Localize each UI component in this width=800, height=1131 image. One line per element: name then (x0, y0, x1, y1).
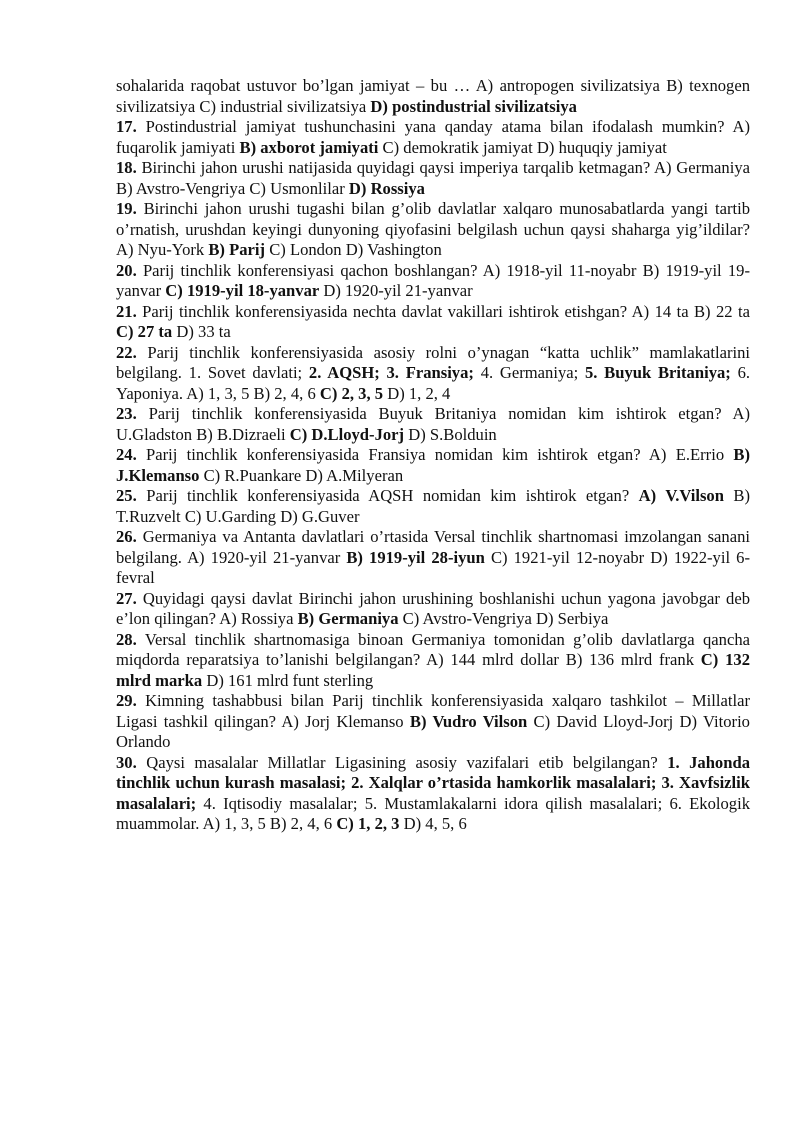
question-text: Germaniya va Antanta davlatlari o’rtasida Versal tinchlik shartnomasi imzolangan sanani belgilang. A) 1920-yil 21-yanvar (116, 527, 750, 567)
question-text: D) 4, 5, 6 (399, 814, 467, 833)
question-text: D) S.Bolduin (404, 424, 497, 444)
question-paragraph (116, 630, 750, 692)
question-text: Parij tinchlik konferensiyasida Fransiya nomidan kim ishtirok etgan? A) E.Errio (136, 445, 734, 464)
correct-answer-text: 1. Jahonda tinchlik uchun kurash masalasi; 2. Xalqlar o’rtasida hamkorlik masalalari; 3. Xavfsizlik masalalari; (116, 752, 750, 813)
question-text: B) T.Ruzvelt C) U.Garding D) G.Guver (116, 486, 750, 526)
question-paragraph (116, 445, 750, 486)
question-text: Birinchi jahon urushi natijasida quyidagi qaysi imperiya tarqalib ketmagan? A) Germaniya B) Avstro-Vengriya C) Usmonlilar (116, 158, 750, 198)
question-paragraph (116, 158, 750, 199)
correct-answer-text: B) Vudro Vilson (409, 711, 528, 731)
question-paragraph (116, 117, 750, 158)
question-text: Parij tinchlik konferensiyasida asosiy rolni o’ynagan “katta uchlik” mamlakatlarini belgilang. 1. Sovet davlati; (116, 342, 750, 382)
question-text: D) 1, 2, 4 (383, 383, 451, 403)
question-text: C) Avstro-Vengriya D) Serbiya (398, 609, 609, 628)
question-number: 28. (116, 629, 137, 649)
question-number: 22. (116, 342, 137, 362)
question-text: C) London D) Vashington (265, 240, 442, 259)
correct-answer-text: C) 1, 2, 3 (336, 814, 400, 833)
correct-answer-text: C) 1919-yil 18-yanvar (165, 281, 320, 300)
question-text: 6. Yaponiya. A) 1, 3, 5 B) 2, 4, 6 (116, 363, 751, 403)
correct-answer-text: D) Rossiya (348, 178, 425, 198)
question-text: Parij tinchlik konferensiyasida nechta davlat vakillari ishtirok etishgan? A) 14 ta B) 22 ta (136, 301, 750, 321)
question-text: Parij tinchlik konferensiyasida Buyuk Britaniya nomidan kim ishtirok etgan? A) U.Gladston B) B.Dizraeli (116, 404, 750, 444)
question-text: Postindustrial jamiyat tushunchasini yana qanday atama bilan ifodalash mumkin? A) fuqarolik jamiyati (116, 117, 750, 157)
question-number: 29. (116, 691, 137, 710)
question-paragraph (116, 753, 750, 835)
question-paragraph (116, 343, 750, 405)
document-page (116, 76, 750, 835)
question-text: D) 1920-yil 21-yanvar (319, 281, 473, 300)
question-number: 17. (116, 117, 137, 136)
question-paragraph (116, 486, 750, 527)
question-text: C) R.Puankare D) A.Milyeran (199, 465, 404, 485)
question-text: Kimning tashabbusi bilan Parij tinchlik konferensiyasida xalqaro tashkilot – Millatlar Ligasi tashkil qilingan? A) Jorj Klemanso (116, 691, 750, 731)
question-paragraph (116, 691, 750, 753)
question-text: C) David Lloyd-Jorj D) Vitorio Orlando (116, 711, 750, 751)
correct-answer-text: B) Parij (208, 240, 266, 259)
correct-answer-text: B) Germaniya (297, 609, 399, 628)
question-number: 30. (116, 752, 137, 772)
question-paragraph (116, 404, 750, 445)
question-text: 4. Germaniya; (473, 363, 585, 382)
question-text: D) 161 mlrd funt sterling (202, 670, 374, 690)
question-text: D) 33 ta (172, 322, 231, 341)
question-number: 24. (116, 445, 137, 464)
correct-answer-text: B) 1919-yil 28-iyun (346, 547, 485, 567)
question-paragraph (116, 589, 750, 630)
question-number: 23. (116, 404, 137, 423)
question-text: Qaysi masalalar Millatlar Ligasining asosiy vazifalari etib belgilangan? (136, 752, 668, 772)
question-number: 19. (116, 199, 137, 218)
question-paragraph (116, 527, 750, 589)
question-text: Versal tinchlik shartnomasiga binoan Germaniya tomonidan g’olib davlatlarga qancha miqdorda reparatsiya to’lanishi belgilangan? A) 144 mlrd dollar B) 136 mlrd frank (116, 629, 750, 669)
correct-answer-text: 2. AQSH; 3. Fransiya; (308, 363, 474, 382)
question-text: 4. Iqtisodiy masalalar; 5. Mustamlakalarni idora qilish masalalari; 6. Ekologik muammolar. A) 1, 3, 5 B) 2, 4, 6 (116, 793, 750, 833)
correct-answer-text: B) J.Klemanso (116, 445, 750, 485)
question-paragraph (116, 261, 750, 302)
correct-answer-text: C) 2, 3, 5 (319, 383, 384, 403)
question-number: 26. (116, 527, 137, 546)
question-text: C) 1921-yil 12-noyabr D) 1922-yil 6-fevral (116, 547, 750, 587)
correct-answer-text: D) postindustrial sivilizatsiya (370, 96, 577, 116)
question-number: 21. (116, 301, 137, 321)
question-paragraph (116, 76, 750, 117)
question-text: Quyidagi qaysi davlat Birinchi jahon urushining boshlanishi uchun yagona javobgar deb e’lon qilingan? A) Rossiya (116, 588, 750, 628)
question-text: C) demokratik jamiyat D) huquqiy jamiyat (378, 137, 667, 157)
question-number: 27. (116, 588, 137, 608)
question-paragraph (116, 199, 750, 261)
correct-answer-text: C) 27 ta (116, 322, 173, 341)
question-text: Birinchi jahon urushi tugashi bilan g’olib davlatlar xalqaro munosabatlarda yangi tartib o’rnatish, urushdan keyingi dunyoning qiyofasini belgilash uchun qaysi shaharga yig’ildilar? A) Nyu-York (116, 199, 750, 259)
correct-answer-text: 5. Buyuk Britaniya; (584, 363, 731, 382)
correct-answer-text: B) axborot jamiyati (239, 137, 379, 157)
question-text: Parij tinchlik konferensiyasi qachon boshlangan? A) 1918-yil 11-noyabr B) 1919-yil 19-yanvar (116, 260, 750, 300)
correct-answer-text: C) D.Lloyd-Jorj (289, 424, 405, 444)
question-number: 18. (116, 158, 137, 177)
question-number: 20. (116, 260, 137, 280)
question-number: 25. (116, 486, 137, 505)
correct-answer-text: C) 132 mlrd marka (116, 650, 750, 690)
correct-answer-text: A) V.Vilson (638, 486, 724, 505)
question-text: sohalarida raqobat ustuvor bo’lgan jamiyat – bu … A) antropogen sivilizatsiya B) texnogen sivilizatsiya C) industrial sivilizatsiya (116, 76, 750, 116)
question-text: Parij tinchlik konferensiyasida AQSH nomidan kim ishtirok etgan? (136, 486, 639, 505)
question-paragraph (116, 302, 750, 343)
